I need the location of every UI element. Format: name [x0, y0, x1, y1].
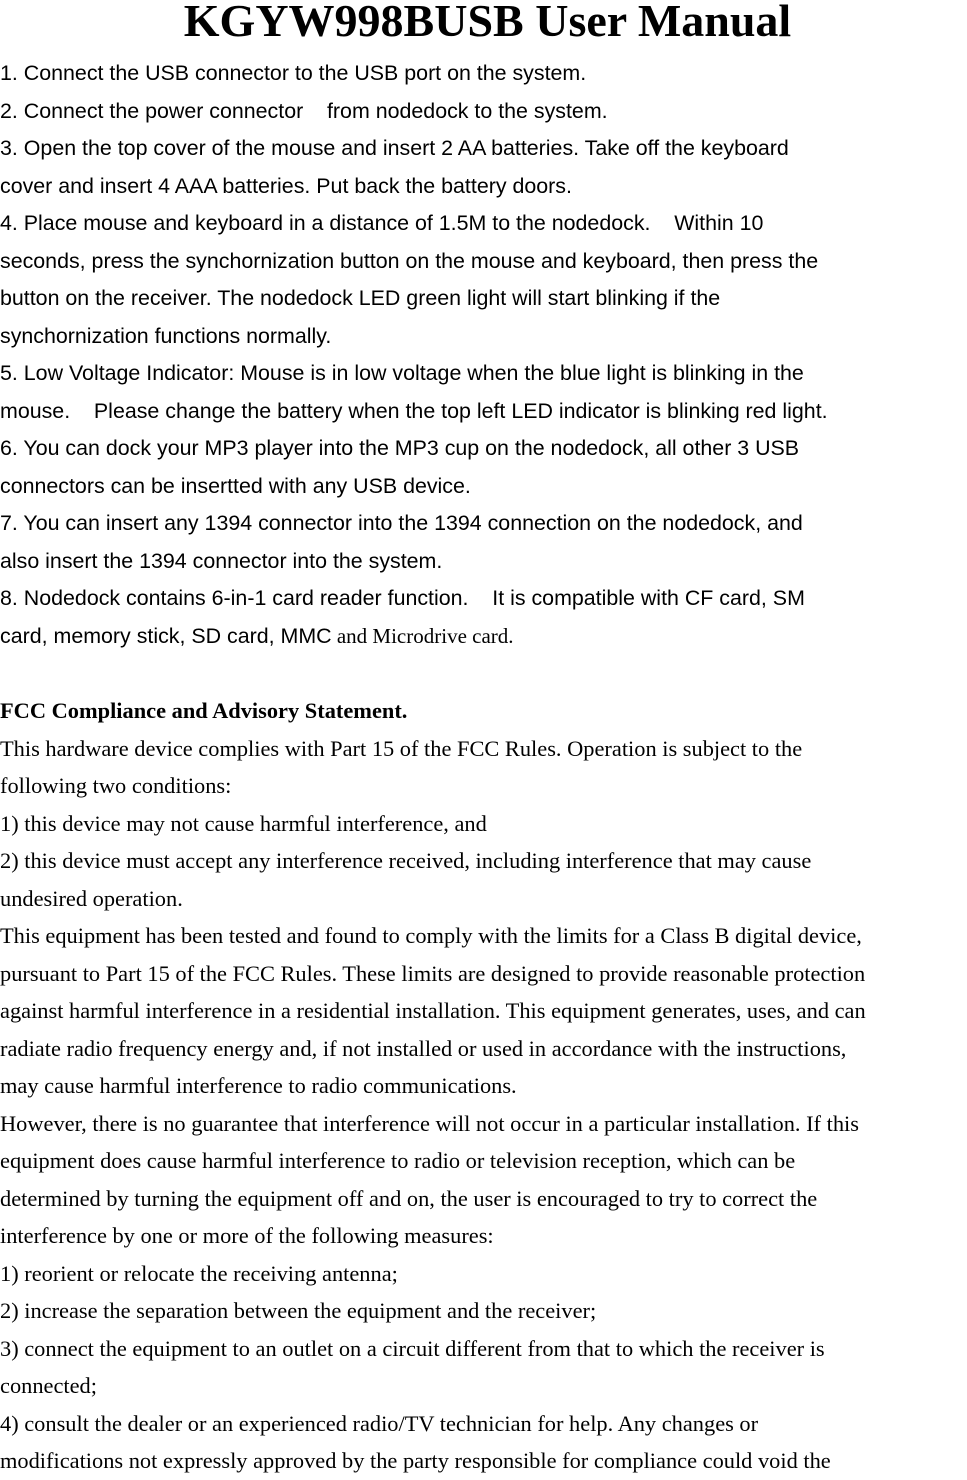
instruction-4 — [0, 205, 967, 355]
fcc-line: equipment does cause harmful interference to radio or television reception, which can be — [0, 1148, 796, 1173]
instruction-line: also insert the 1394 connector into the system. — [0, 548, 443, 573]
instruction-line: 4. Place mouse and keyboard in a distance of 1.5M to the nodedock. Within 10 — [0, 211, 764, 235]
fcc-line: 2) this device must accept any interference received, including interference that may cause — [0, 848, 812, 873]
fcc-line: However, there is no guarantee that interference will not occur in a particular installation. If this — [0, 1110, 859, 1136]
fcc-line: This equipment has been tested and found to comply with the limits for a Class B digital device, — [0, 923, 862, 948]
instruction-line: synchornization functions normally. — [0, 323, 332, 348]
fcc-line: pursuant to Part 15 of the FCC Rules. These limits are designed to provide reasonable protection — [0, 960, 866, 986]
fcc-line: determined by turning the equipment off and on, the user is encouraged to try to correct the — [0, 1185, 818, 1211]
fcc-line: 2) increase the separation between the equipment and the receiver; — [0, 1298, 597, 1323]
instruction-5 — [0, 355, 967, 430]
instruction-line: button on the receiver. The nodedock LED green light will start blinking if the — [0, 286, 721, 310]
instruction-6 — [0, 430, 967, 505]
fcc-line: 3) connect the equipment to an outlet on a circuit different from that to which the receiver is — [0, 1335, 825, 1361]
instruction-1 — [0, 55, 967, 93]
instruction-line: mouse. Please change the battery when the top left LED indicator is blinking red light. — [0, 398, 828, 423]
fcc-line: modifications not expressly approved by the party responsible for compliance could void the — [0, 1448, 831, 1473]
fcc-heading: FCC Compliance and Advisory Statement. — [0, 698, 408, 723]
fcc-body — [0, 730, 967, 1480]
instruction-2 — [0, 93, 967, 131]
instruction-line-sans-part: card, memory stick, SD card, MMC — [0, 623, 332, 648]
instruction-3 — [0, 130, 967, 205]
instruction-7 — [0, 505, 967, 580]
fcc-line: following two conditions: — [0, 773, 232, 798]
fcc-line: 1) this device may not cause harmful interference, and — [0, 810, 487, 836]
fcc-line: 4) consult the dealer or an experienced radio/TV technician for help. Any changes or — [0, 1410, 759, 1436]
instruction-line: cover and insert 4 AAA batteries. Put back the battery doors. — [0, 173, 572, 198]
fcc-statement — [0, 692, 967, 1480]
instructions-list — [0, 55, 967, 655]
instruction-line: 3. Open the top cover of the mouse and insert 2 AA batteries. Take off the keyboard — [0, 136, 789, 160]
instruction-line: 2. Connect the power connector from nodedock to the system. — [0, 98, 608, 123]
fcc-line: undesired operation. — [0, 885, 183, 911]
fcc-line: against harmful interference in a residential installation. This equipment generates, uses, and can — [0, 998, 866, 1023]
instruction-8 — [0, 580, 967, 655]
page-title: KGYW998BUSB User Manual — [183, 0, 792, 46]
fcc-line: connected; — [0, 1373, 97, 1398]
instruction-line: 1. Connect the USB connector to the USB port on the system. — [0, 61, 587, 85]
instruction-line: seconds, press the synchornization button on the mouse and keyboard, then press the — [0, 248, 819, 273]
instruction-line: 8. Nodedock contains 6-in-1 card reader function. It is compatible with CF card, SM — [0, 586, 805, 610]
instruction-line: 7. You can insert any 1394 connector into the 1394 connection on the nodedock, and — [0, 511, 803, 535]
fcc-line: This hardware device complies with Part 15 of the FCC Rules. Operation is subject to the — [0, 735, 803, 761]
fcc-line: 1) reorient or relocate the receiving antenna; — [0, 1260, 398, 1286]
instruction-line-serif-part: and Microdrive card. — [331, 623, 514, 648]
instruction-line: 5. Low Voltage Indicator: Mouse is in low voltage when the blue light is blinking in the — [0, 361, 804, 385]
fcc-line: interference by one or more of the following measures: — [0, 1223, 494, 1248]
fcc-line: may cause harmful interference to radio communications. — [0, 1073, 517, 1098]
fcc-line: radiate radio frequency energy and, if not installed or used in accordance with the instructions, — [0, 1035, 847, 1061]
instruction-line: 6. You can dock your MP3 player into the MP3 cup on the nodedock, all other 3 USB — [0, 436, 800, 460]
instruction-line — [0, 618, 967, 656]
instruction-line: connectors can be insertted with any USB device. — [0, 473, 471, 498]
